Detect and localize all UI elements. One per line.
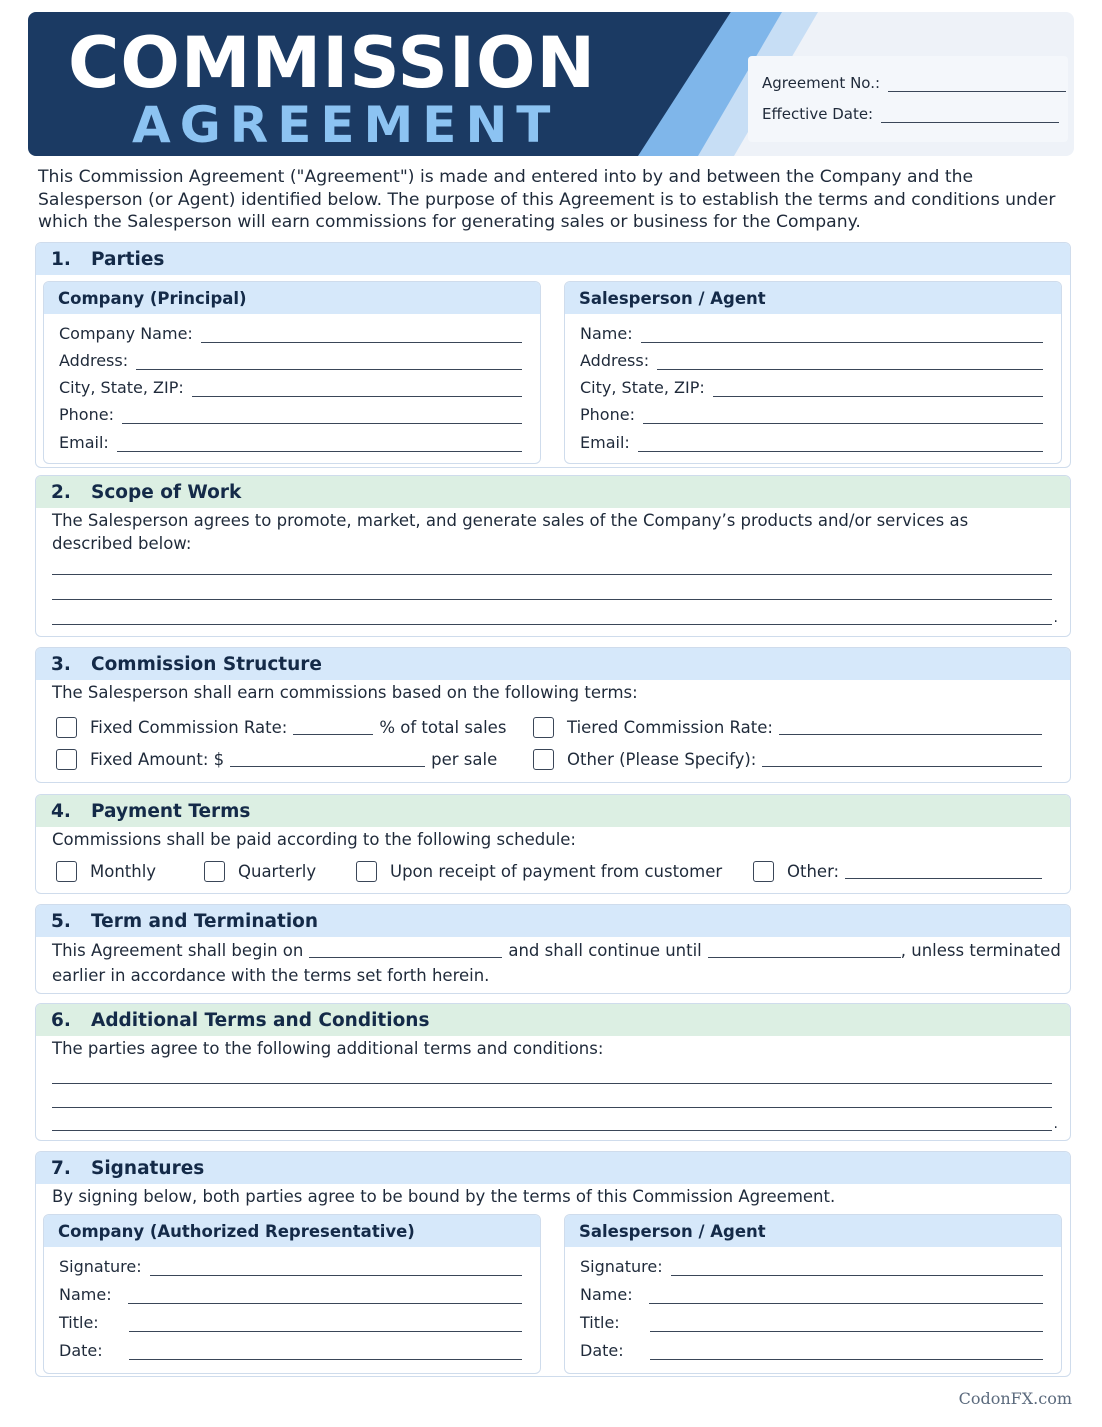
field-line[interactable] bbox=[129, 1320, 522, 1332]
company-city-field[interactable] bbox=[59, 378, 522, 397]
field-label: Phone: bbox=[59, 405, 114, 424]
agreement-no-field[interactable] bbox=[888, 78, 1066, 92]
section-header bbox=[36, 476, 1070, 508]
salesperson-sign-date-field[interactable] bbox=[580, 1341, 1043, 1360]
section-title: Signatures bbox=[91, 1157, 205, 1179]
field-line[interactable] bbox=[150, 1264, 522, 1276]
term-end-field[interactable] bbox=[708, 944, 901, 958]
other-commission-checkbox[interactable] bbox=[533, 749, 554, 770]
field-label: Company Name: bbox=[59, 324, 193, 343]
document-header bbox=[28, 12, 1074, 156]
field-label: Title: bbox=[580, 1313, 620, 1332]
payment-description: Commissions shall be paid according to the following schedule: bbox=[52, 830, 576, 849]
term-line-1 bbox=[52, 941, 1061, 960]
company-signature-field[interactable] bbox=[59, 1257, 522, 1276]
field-line[interactable] bbox=[649, 1292, 1043, 1304]
company-signer-name-field[interactable] bbox=[59, 1285, 522, 1304]
effective-date-label: Effective Date: bbox=[762, 105, 874, 123]
company-name-field[interactable] bbox=[59, 324, 522, 343]
salesperson-signature-box bbox=[564, 1214, 1062, 1374]
salesperson-phone-field[interactable] bbox=[580, 405, 1043, 424]
commission-description: The Salesperson shall earn commissions based on the following terms: bbox=[52, 683, 638, 702]
section-header bbox=[36, 905, 1070, 937]
company-phone-field[interactable] bbox=[59, 405, 522, 424]
option-label: Upon receipt of payment from customer bbox=[390, 862, 723, 881]
section-title: Scope of Work bbox=[91, 481, 242, 503]
section-header bbox=[36, 243, 1070, 275]
term-line-2: earlier in accordance with the terms set forth herein. bbox=[52, 966, 490, 985]
subbox-title: Salesperson / Agent bbox=[565, 1215, 1061, 1247]
section-payment-terms bbox=[35, 794, 1071, 894]
term-text: This Agreement shall begin on bbox=[52, 941, 304, 960]
payment-upon-receipt-option bbox=[356, 861, 722, 882]
upon-receipt-checkbox[interactable] bbox=[356, 861, 377, 882]
subbox-title: Salesperson / Agent bbox=[565, 282, 1061, 314]
company-signer-title-field[interactable] bbox=[59, 1313, 522, 1332]
agreement-no-label: Agreement No.: bbox=[762, 74, 881, 92]
section-commission-structure bbox=[35, 647, 1071, 783]
section-term-termination bbox=[35, 904, 1071, 994]
salesperson-signer-name-field[interactable] bbox=[580, 1285, 1043, 1304]
option-suffix: % of total sales bbox=[379, 718, 507, 737]
section-header bbox=[36, 1004, 1070, 1036]
option-suffix: per sale bbox=[431, 750, 498, 769]
tiered-rate-checkbox[interactable] bbox=[533, 717, 554, 738]
section-title: Additional Terms and Conditions bbox=[91, 1009, 430, 1031]
salesperson-name-field[interactable] bbox=[580, 324, 1043, 343]
field-line[interactable] bbox=[641, 331, 1043, 343]
other-commission-field[interactable] bbox=[762, 753, 1042, 767]
effective-date-row bbox=[762, 105, 1059, 123]
additional-period: . bbox=[1053, 1116, 1058, 1132]
payment-monthly-option bbox=[56, 861, 156, 882]
tiered-rate-option bbox=[533, 717, 1048, 738]
company-principal-box bbox=[43, 281, 541, 464]
section-title: Commission Structure bbox=[91, 653, 322, 675]
field-line[interactable] bbox=[192, 385, 522, 397]
salesperson-signature-field[interactable] bbox=[580, 1257, 1043, 1276]
scope-line-3[interactable] bbox=[52, 624, 1052, 625]
company-email-field[interactable] bbox=[59, 433, 522, 452]
section-parties bbox=[35, 242, 1071, 468]
additional-description: The parties agree to the following additional terms and conditions: bbox=[52, 1039, 604, 1058]
title-line2: AGREEMENT bbox=[132, 96, 560, 154]
fixed-rate-option bbox=[56, 717, 506, 738]
payment-other-checkbox[interactable] bbox=[753, 861, 774, 882]
section-signatures bbox=[35, 1151, 1071, 1377]
option-label: Monthly bbox=[90, 862, 157, 881]
tiered-rate-field[interactable] bbox=[779, 721, 1042, 735]
field-label: Email: bbox=[59, 433, 109, 452]
quarterly-checkbox[interactable] bbox=[204, 861, 225, 882]
field-line[interactable] bbox=[136, 358, 522, 370]
fixed-amount-checkbox[interactable] bbox=[56, 749, 77, 770]
additional-line-1[interactable] bbox=[52, 1083, 1052, 1084]
field-label: Name: bbox=[59, 1285, 112, 1304]
field-label: Signature: bbox=[59, 1257, 142, 1276]
section-number: 6. bbox=[51, 1009, 71, 1031]
subbox-title: Company (Principal) bbox=[44, 282, 540, 314]
additional-line-2[interactable] bbox=[52, 1107, 1052, 1108]
field-label: City, State, ZIP: bbox=[580, 378, 705, 397]
option-label: Fixed Amount: $ bbox=[90, 750, 225, 769]
field-label: Phone: bbox=[580, 405, 635, 424]
salesperson-address-field[interactable] bbox=[580, 351, 1043, 370]
payment-other-option bbox=[753, 861, 1048, 882]
payment-quarterly-option bbox=[204, 861, 316, 882]
field-line[interactable] bbox=[117, 440, 522, 452]
option-label: Fixed Commission Rate: bbox=[90, 718, 288, 737]
field-label: Signature: bbox=[580, 1257, 663, 1276]
field-label: Date: bbox=[59, 1341, 103, 1360]
section-header bbox=[36, 795, 1070, 827]
agreement-no-row bbox=[762, 74, 1066, 92]
signatures-description: By signing below, both parties agree to be bound by the terms of this Commission Agreement. bbox=[52, 1187, 836, 1206]
section-number: 2. bbox=[51, 481, 71, 503]
option-label: Other (Please Specify): bbox=[567, 750, 757, 769]
fixed-rate-field[interactable] bbox=[293, 721, 373, 735]
monthly-checkbox[interactable] bbox=[56, 861, 77, 882]
option-label: Quarterly bbox=[238, 862, 317, 881]
field-line[interactable] bbox=[128, 1292, 522, 1304]
term-start-field[interactable] bbox=[309, 944, 502, 958]
additional-line-3[interactable] bbox=[52, 1130, 1052, 1131]
field-line[interactable] bbox=[650, 1348, 1043, 1360]
intro-paragraph: This Commission Agreement ("Agreement") is made and entered into by and between the Company and the Salesperson (or Agent) identified below. The purpose of this Agreement is to establish the terms and conditions under which the Salesperson will earn commissions for generating sales or business for the Company. bbox=[38, 167, 1056, 232]
fixed-amount-option bbox=[56, 749, 497, 770]
field-line[interactable] bbox=[671, 1264, 1043, 1276]
field-label: Email: bbox=[580, 433, 630, 452]
section-number: 4. bbox=[51, 800, 71, 822]
scope-period: . bbox=[1053, 610, 1058, 626]
field-label: Name: bbox=[580, 1285, 633, 1304]
section-title: Payment Terms bbox=[91, 800, 251, 822]
field-label: Address: bbox=[580, 351, 650, 370]
field-line[interactable] bbox=[201, 331, 522, 343]
section-number: 3. bbox=[51, 653, 71, 675]
field-line[interactable] bbox=[122, 412, 522, 424]
field-line[interactable] bbox=[129, 1348, 522, 1360]
field-line[interactable] bbox=[643, 412, 1043, 424]
fixed-amount-field[interactable] bbox=[230, 753, 425, 767]
agreement-meta-box bbox=[748, 56, 1068, 142]
salesperson-email-field[interactable] bbox=[580, 433, 1043, 452]
scope-description: The Salesperson agrees to promote, market, and generate sales of the Company’s products and/or services as described below: bbox=[52, 511, 969, 553]
title-line1: COMMISSION bbox=[68, 22, 597, 104]
field-line[interactable] bbox=[638, 440, 1043, 452]
subbox-title: Company (Authorized Representative) bbox=[44, 1215, 540, 1247]
fixed-rate-checkbox[interactable] bbox=[56, 717, 77, 738]
option-label: Tiered Commission Rate: bbox=[567, 718, 773, 737]
scope-line-2[interactable] bbox=[52, 599, 1052, 600]
section-title: Term and Termination bbox=[91, 910, 319, 932]
term-text: and shall continue until bbox=[508, 941, 702, 960]
field-label: Title: bbox=[59, 1313, 99, 1332]
other-commission-option bbox=[533, 749, 1048, 770]
option-label: Other: bbox=[787, 862, 840, 881]
payment-other-field[interactable] bbox=[845, 865, 1042, 879]
field-line[interactable] bbox=[713, 385, 1043, 397]
term-text: , unless terminated bbox=[900, 941, 1061, 960]
field-label: Name: bbox=[580, 324, 633, 343]
section-scope-of-work bbox=[35, 475, 1071, 637]
salesperson-agent-box bbox=[564, 281, 1062, 464]
field-label: Date: bbox=[580, 1341, 624, 1360]
salesperson-signer-title-field[interactable] bbox=[580, 1313, 1043, 1332]
company-signature-box bbox=[43, 1214, 541, 1374]
field-line[interactable] bbox=[650, 1320, 1043, 1332]
section-number: 5. bbox=[51, 910, 71, 932]
field-line[interactable] bbox=[657, 358, 1043, 370]
section-header bbox=[36, 648, 1070, 680]
field-label: Address: bbox=[59, 351, 129, 370]
company-sign-date-field[interactable] bbox=[59, 1341, 522, 1360]
section-title: Parties bbox=[91, 248, 165, 270]
company-address-field[interactable] bbox=[59, 351, 522, 370]
section-number: 1. bbox=[51, 248, 71, 270]
field-label: City, State, ZIP: bbox=[59, 378, 184, 397]
salesperson-city-field[interactable] bbox=[580, 378, 1043, 397]
effective-date-field[interactable] bbox=[881, 109, 1059, 123]
section-header bbox=[36, 1152, 1070, 1184]
section-number: 7. bbox=[51, 1157, 71, 1179]
watermark: CodonFX.com bbox=[958, 1389, 1072, 1408]
section-additional-terms bbox=[35, 1003, 1071, 1141]
scope-line-1[interactable] bbox=[52, 574, 1052, 575]
